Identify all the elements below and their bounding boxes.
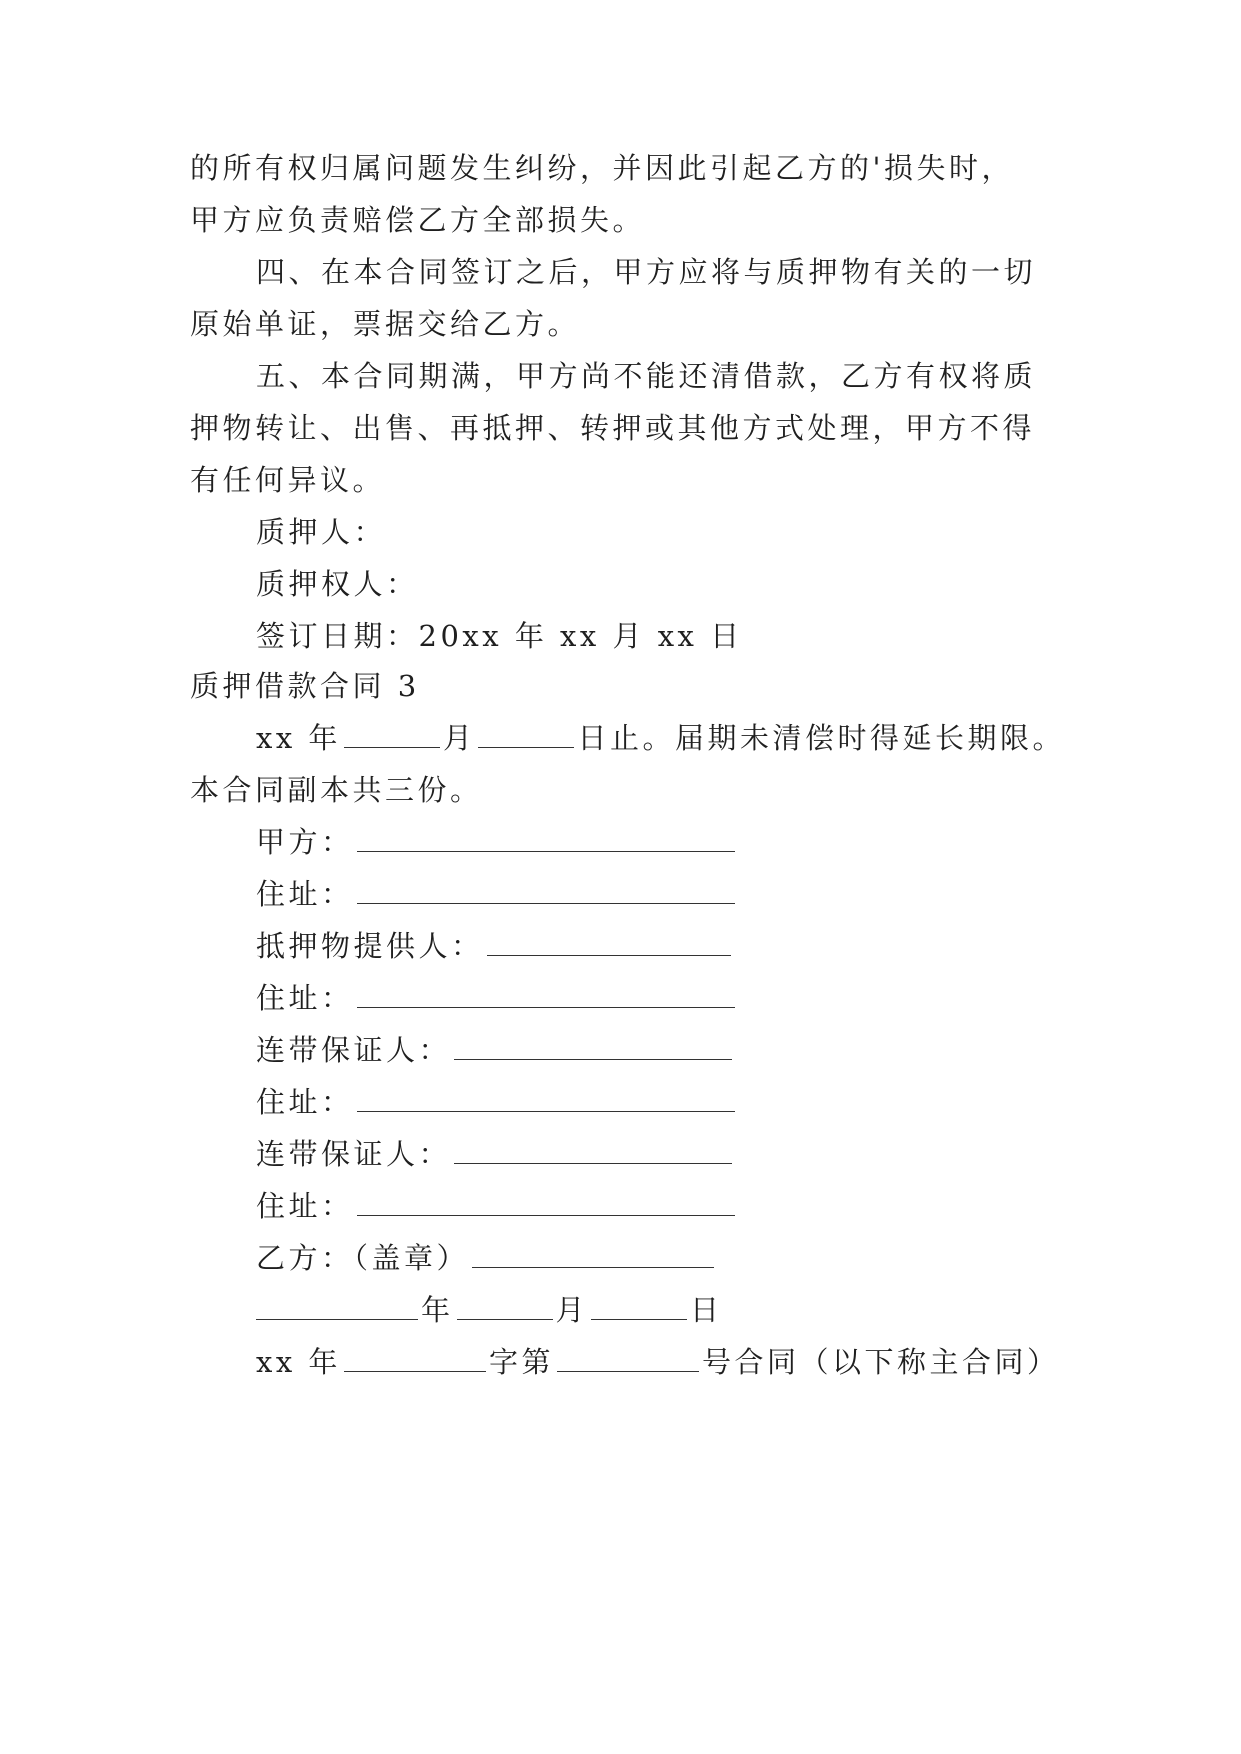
address-1-label: 住址： xyxy=(256,877,354,911)
ref-prefix: xx 年 xyxy=(256,1345,341,1379)
date-line xyxy=(256,1292,723,1328)
date-month-blank xyxy=(457,1297,553,1320)
ref-blank-2 xyxy=(557,1349,699,1372)
collateral-provider-line xyxy=(256,928,734,964)
clause3-continuation-line1: 的所有权归属问题发生纠纷，并因此引起乙方的'损失时， xyxy=(190,151,1014,185)
address-1-line xyxy=(256,876,738,912)
address-3-line xyxy=(256,1084,738,1120)
contract3-heading: 质押借款合同 3 xyxy=(190,669,420,703)
address-4-line xyxy=(256,1188,738,1224)
address-2-blank xyxy=(357,985,735,1008)
term-day-blank xyxy=(478,725,574,748)
address-1-blank xyxy=(357,881,735,904)
joint-guarantor-1-label: 连带保证人： xyxy=(256,1033,452,1067)
party-b-seal-label: 乙方：（盖章） xyxy=(256,1241,470,1275)
joint-guarantor-1-line xyxy=(256,1032,735,1068)
clause5-line2: 押物转让、出售、再抵押、转押或其他方式处理，甲方不得 xyxy=(190,411,1036,445)
party-a-blank xyxy=(357,829,735,852)
joint-guarantor-1-blank xyxy=(454,1037,732,1060)
collateral-provider-label: 抵押物提供人： xyxy=(256,929,484,963)
ref-suffix: 号合同（以下称主合同） xyxy=(701,1345,1060,1379)
date-year-blank xyxy=(256,1297,418,1320)
ref-mid: 字第 xyxy=(488,1345,554,1379)
pledgee-label: 质押权人： xyxy=(256,567,419,601)
clause4-line1: 四、在本合同签订之后，甲方应将与质押物有关的一切 xyxy=(256,255,1037,289)
address-3-blank xyxy=(357,1089,735,1112)
date-month-label: 月 xyxy=(555,1293,589,1327)
party-b-seal-blank xyxy=(472,1245,714,1268)
date-day-label: 日 xyxy=(690,1293,723,1327)
party-a-label: 甲方： xyxy=(256,825,354,859)
pledgor-label: 质押人： xyxy=(256,515,387,549)
date-day-blank xyxy=(591,1297,687,1320)
term-month-label: 月 xyxy=(442,721,476,755)
sign-date: 签订日期：20xx 年 xx 月 xx 日 xyxy=(256,619,743,653)
clause4-line2: 原始单证，票据交给乙方。 xyxy=(190,307,581,341)
clause5-line1: 五、本合同期满，甲方尚不能还清借款，乙方有权将质 xyxy=(256,359,1037,393)
copies-line: 本合同副本共三份。 xyxy=(190,773,483,807)
party-a-line xyxy=(256,824,738,860)
contract-reference-line xyxy=(256,1344,1059,1380)
joint-guarantor-2-label: 连带保证人： xyxy=(256,1137,452,1171)
address-3-label: 住址： xyxy=(256,1085,354,1119)
clause3-continuation-line2: 甲方应负责赔偿乙方全部损失。 xyxy=(190,203,646,237)
term-month-blank xyxy=(344,725,440,748)
address-4-blank xyxy=(357,1193,735,1216)
clause5-line3: 有任何异议。 xyxy=(190,463,386,497)
address-2-line xyxy=(256,980,738,1016)
date-year-label: 年 xyxy=(421,1293,454,1327)
collateral-provider-blank xyxy=(487,933,731,956)
address-4-label: 住址： xyxy=(256,1189,354,1223)
term-year: xx 年 xyxy=(256,721,341,755)
ref-blank-1 xyxy=(344,1349,486,1372)
joint-guarantor-2-blank xyxy=(454,1141,732,1164)
party-b-seal-line xyxy=(256,1240,717,1276)
term-day-rest: 日止。届期未清偿时得延长期限。 xyxy=(577,721,1065,755)
joint-guarantor-2-line xyxy=(256,1136,735,1172)
term-line xyxy=(256,720,1065,756)
address-2-label: 住址： xyxy=(256,981,354,1015)
